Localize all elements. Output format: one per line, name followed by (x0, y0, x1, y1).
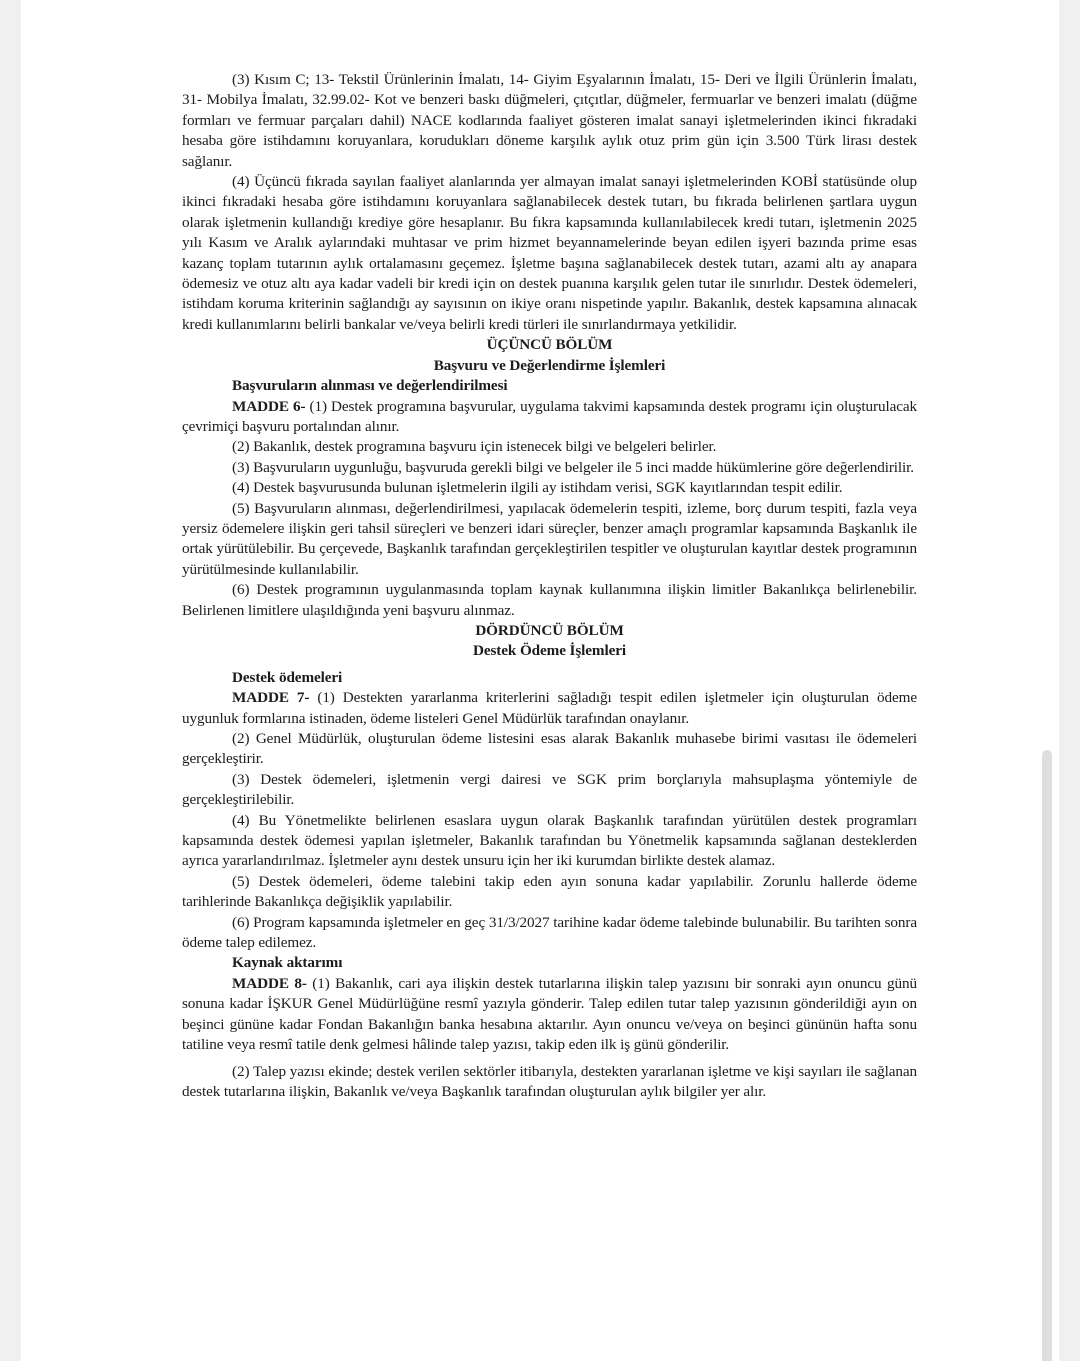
paragraph: (2) Talep yazısı ekinde; destek verilen sektörler itibarıyla, destekten yararlanan işletme ve kişi sayıları ile sağlanan destek tutarlarına ilişkin, Bakanlık ve/veya Başkanlık tarafından oluşturulan aylık bilgiler yer alır. (182, 1062, 917, 1100)
vertical-scrollbar[interactable] (1042, 750, 1052, 1361)
paragraph: (4) Destek başvurusunda bulunan işletmelerin ilgili ay istihdam verisi, SGK kayıtlarından tespit edilir. (232, 479, 843, 497)
paragraph: (3) Destek ödemeleri, işletmenin vergi dairesi ve SGK prim borçlarıyla mahsuplaşma yöntemiyle de gerçekleştirilebilir. (182, 770, 917, 809)
paragraph: (4) Üçüncü fıkrada sayılan faaliyet alanlarında yer almayan imalat sanayi işletmelerinden KOBİ statüsünde olup ikinci fıkradaki hesaba göre istihdamını koruyanlara sağlanabilecek destek tutarı, bu fıkrada belirlenen şartlara uygun olarak işletmenin kullandığı krediye göre hesaplanır. Bu fıkra kapsamında kullanılabilecek kredi tutarı, işletmenin 2025 yılı Kasım ve Aralık aylarındaki muhtasar ve prim hizmet beyannamelerinde beyan edilen işyeri bazında prime esas kazanç toplam tutarının aylık ortalamasını geçemez. İşletme başına sağlanabilecek destek tutarı, azami altı ay anapara ödemesiz ve otuz altı aya kadar vadeli bir kredi için on destek puanına karşılık gelen tutar ile sınırlıdır. Destek ödemeleri, istihdam koruma kriterinin sağlandığı ay sayısının on ikiye oranı nispetinde yapılır. Bakanlık, destek kapsamına alınacak kredi kullanımlarını belirli bankalar ve/veya belirli kredi türleri ile sınırlandırmaya yetkilidir. (182, 173, 917, 333)
article-label: MADDE 8- (232, 974, 307, 992)
article-heading: Destek ödemeleri (232, 668, 343, 686)
article-text: (1) Bakanlık, cari aya ilişkin destek tutarlarına ilişkin talep yazısını bir sonraki ayın onuncu günü sonuna kadar İŞKUR Genel Müdürlüğüne resmî yazıyla gönderir. Talep edilen tutar talep yazısının gönderildiği ayın on beşinci gününe kadar Fondan Bakanlığın banka hesabına aktarılır. Ayın onuncu ve/veya on beşinci gününün hafta sonu tatiline veya resmî tatile denk gelmesi hâlinde talep yazısı, takip eden ilk iş günü gönderilir. (182, 974, 917, 1054)
section-subtitle: Destek Ödeme İşlemleri (472, 642, 626, 660)
article-label: MADDE 6- (232, 397, 306, 415)
article-text: (1) Destekten yararlanma kriterlerini sağladığı tespit edilen işletmeler için oluşturulan ödeme uygunluk formlarına istinaden, ödeme listeleri Genel Müdürlük tarafından onaylanır. (182, 689, 917, 727)
paragraph: (5) Başvuruların alınması, değerlendirilmesi, yapılacak ödemelerin tespiti, izleme, borç durum tespiti, fazla veya yersiz ödemelere ilişkin geri tahsil süreçleri ve benzeri idari süreçler, benzer amaçlı programlar kapsamında Başkanlık ile ortak yürütülebilir. Bu çerçevede, Başkanlık tarafından gerçekleştirilen tespitler ve oluşturulan kayıtlar destek programının yürütülmesinde kullanılabilir. (182, 499, 917, 578)
paragraph: (6) Destek programının uygulanmasında toplam kaynak kullanımına ilişkin limitler Bakanlıkça belirlenebilir. Belirlenen limitlere ulaşıldığında yeni başvuru alınmaz. (182, 581, 917, 619)
article-paragraph (182, 688, 917, 729)
document-content (182, 70, 917, 1102)
article-paragraph (182, 397, 917, 438)
article-heading: Başvuruların alınması ve değerlendirilmesi (232, 377, 508, 395)
paragraph: (3) Başvuruların uygunluğu, başvuruda gerekli bilgi ve belgeler ile 5 inci madde hükümlerine göre değerlendirilir. (232, 458, 914, 476)
article-heading: Kaynak aktarımı (232, 954, 343, 972)
paragraph: (6) Program kapsamında işletmeler en geç 31/3/2027 tarihine kadar ödeme talebinde bulunabilir. Bu tarihten sonra ödeme talep edilemez. (182, 913, 917, 952)
section-title: DÖRDÜNCÜ BÖLÜM (475, 621, 624, 639)
article-label: MADDE 7- (232, 689, 310, 707)
paragraph: (4) Bu Yönetmelikte belirlenen esaslara uygun olarak Başkanlık tarafından yürütülen destek programları kapsamında destek ödemesi yapılan işletmeler, Bakanlık tarafından bu Yönetmelik kapsamında sağlanan desteklerden ayrıca yararlandırılmaz. İşletmeler aynı destek unsuru için her iki kurumdan birlikte destek alamaz. (182, 811, 917, 870)
paragraph: (5) Destek ödemeleri, ödeme talebini takip eden ayın sonuna kadar yapılabilir. Zorunlu hallerde ödeme tarihlerinde Bakanlıkça değişiklik yapılabilir. (182, 872, 917, 911)
paragraph: (2) Bakanlık, destek programına başvuru için istenecek bilgi ve belgeleri belirler. (232, 438, 717, 456)
section-subtitle: Başvuru ve Değerlendirme İşlemleri (433, 356, 666, 374)
article-text: (1) Destek programına başvurular, uygulama takvimi kapsamında destek programı için oluşturulacak çevrimiçi başvuru portalından alınır. (182, 397, 917, 435)
section-title: ÜÇÜNCÜ BÖLÜM (486, 336, 613, 354)
paragraph: (2) Genel Müdürlük, oluşturulan ödeme listesini esas alarak Bakanlık muhasebe birimi vasıtası ile ödemeleri gerçekleştirir. (182, 730, 917, 768)
article-paragraph (182, 974, 917, 1056)
paragraph: (3) Kısım C; 13- Tekstil Ürünlerinin İmalatı, 14- Giyim Eşyalarının İmalatı, 15- Deri ve İlgili Ürünlerin İmalatı, 31- Mobilya İmalatı, 32.99.02- Kot ve benzeri baskı düğmeleri, çıtçıtlar, düğmeler, fermuarlar ve benzeri imalatı (düğme formları ve fermuar parçaları dahil) NACE kodlarında faaliyet gösteren imalat sanayi işletmelerinden ikinci fıkradaki hesaba göre istihdamını koruyanlara, korudukları döneme karşılık aylık otuz prim gün için 3.500 Türk lirası destek sağlanır. (182, 71, 917, 170)
